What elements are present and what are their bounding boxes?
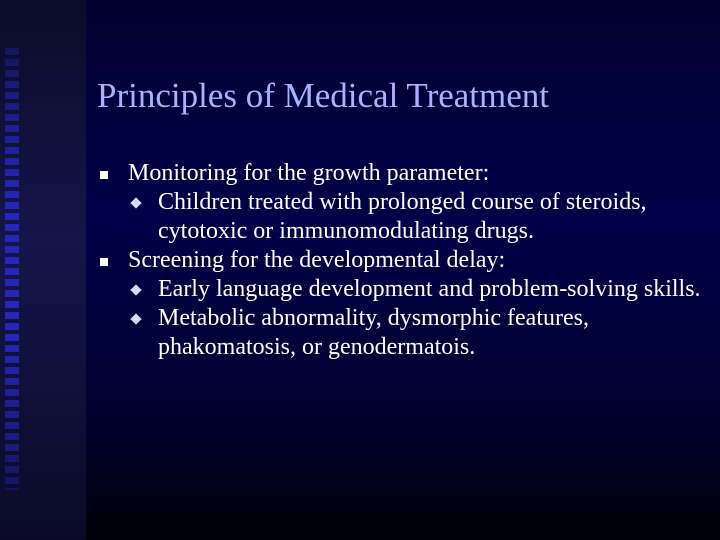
diamond-bullet-icon	[130, 313, 141, 324]
sub-bullet-text: Children treated with prolonged course of steroids, cytotoxic or immunomodulating drugs.	[158, 189, 647, 244]
bullet-text: Screening for the developmental delay:	[128, 247, 506, 273]
sub-bullet-text: Early language development and problem-solving skills.	[158, 276, 701, 302]
slide-title: Principles of Medical Treatment	[97, 76, 550, 115]
sub-list	[128, 275, 710, 362]
bullet-text: Monitoring for the growth parameter:	[128, 160, 490, 186]
diamond-bullet-icon	[130, 284, 141, 295]
side-decoration	[0, 0, 86, 540]
sub-bullet-item	[128, 275, 710, 304]
slide-body	[100, 159, 710, 362]
bullet-item	[100, 159, 710, 246]
sub-bullet-item	[128, 188, 710, 246]
square-bullet-icon	[100, 258, 108, 266]
sub-list	[128, 188, 710, 246]
sub-bullet-item	[128, 304, 710, 362]
square-bullet-icon	[100, 171, 108, 179]
sub-bullet-text: Metabolic abnormality, dysmorphic features, phakomatosis, or genodermatois.	[158, 305, 589, 360]
bullet-item	[100, 246, 710, 362]
diamond-bullet-icon	[130, 197, 141, 208]
decorative-square-column	[5, 48, 19, 490]
